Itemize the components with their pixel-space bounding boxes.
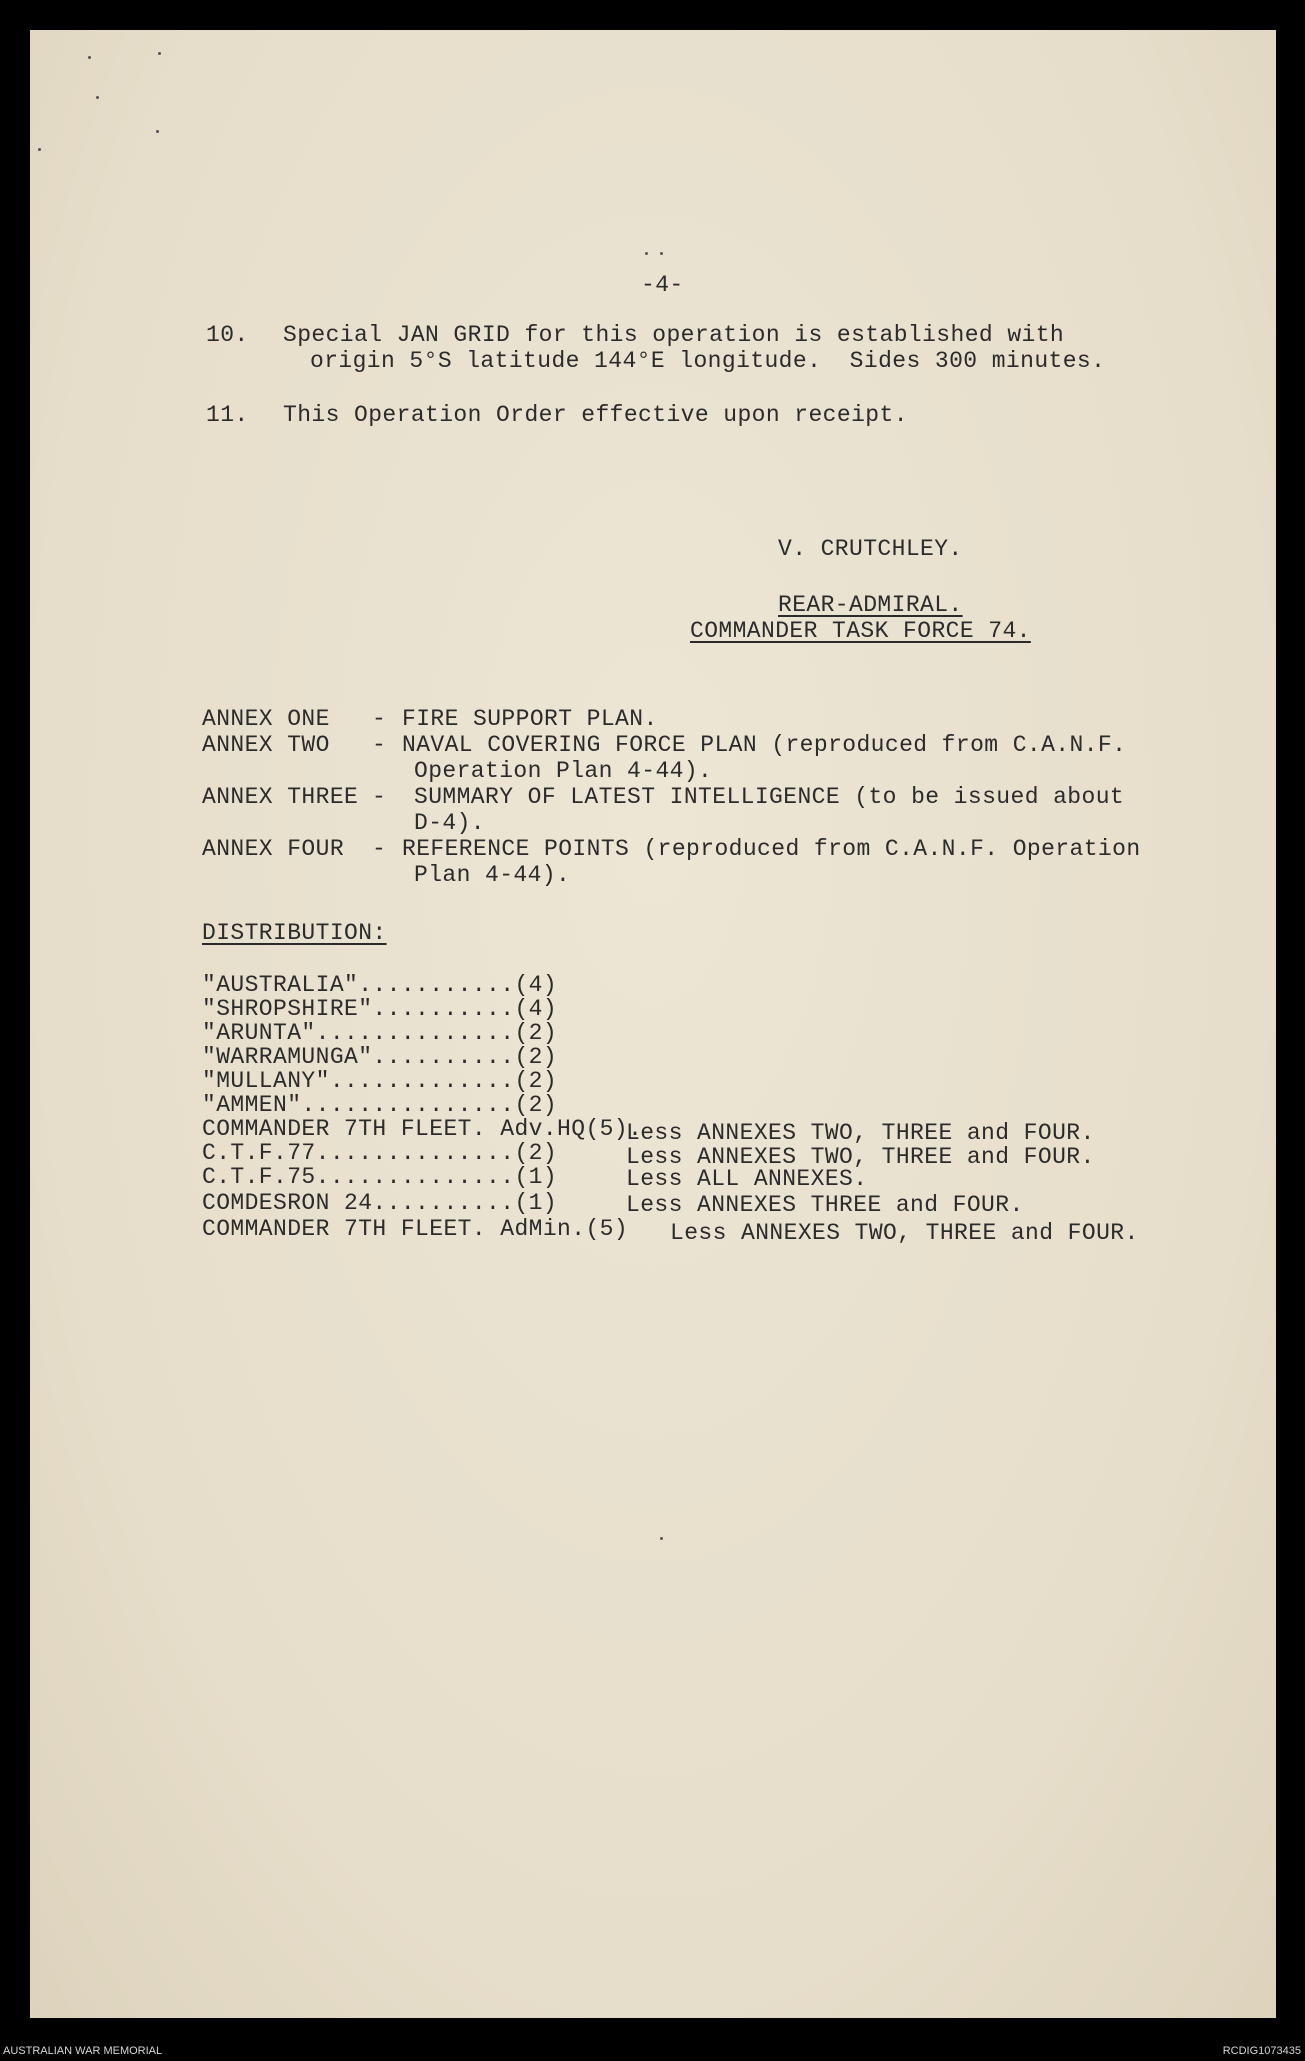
speck-mark — [660, 1537, 663, 1540]
paragraph-number: 10. — [206, 322, 249, 348]
annex-text: Operation Plan 4-44). — [414, 758, 713, 784]
annex-text: D-4). — [414, 810, 486, 836]
annex-text: NAVAL COVERING FORCE PLAN (reproduced from C.A.N.F. — [402, 732, 1127, 758]
paragraph-text: This Operation Order effective upon receipt. — [283, 402, 908, 428]
annex-label: ANNEX ONE — [202, 706, 330, 732]
distribution-note: Less ANNEXES THREE and FOUR. — [626, 1192, 1024, 1218]
distribution-entry: "AMMEN"...............(2) — [202, 1092, 558, 1118]
distribution-heading: DISTRIBUTION: — [202, 920, 387, 946]
distribution-entry: COMMANDER 7TH FLEET. Adv.HQ(5). — [202, 1116, 643, 1142]
annex-text: FIRE SUPPORT PLAN. — [402, 706, 658, 732]
annex-dash: - — [372, 732, 387, 758]
distribution-entry: "SHROPSHIRE"..........(4) — [202, 996, 558, 1022]
distribution-entry: "WARRAMUNGA"..........(2) — [202, 1044, 558, 1070]
annex-text: REFERENCE POINTS (reproduced from C.A.N.F. Operation — [402, 836, 1141, 862]
distribution-note: Less ANNEXES TWO, THREE and FOUR. — [626, 1120, 1095, 1146]
annex-label: ANNEX THREE — [202, 784, 359, 810]
distribution-entry: C.T.F.75..............(1) — [202, 1164, 558, 1190]
signature-name: V. CRUTCHLEY. — [778, 536, 963, 562]
speck-mark — [88, 56, 91, 59]
footer-institution: AUSTRALIAN WAR MEMORIAL — [3, 2045, 163, 2057]
distribution-note: Less ANNEXES TWO, THREE and FOUR. — [626, 1144, 1095, 1170]
annex-dash: - — [372, 706, 387, 732]
distribution-note: Less ALL ANNEXES. — [626, 1166, 868, 1192]
speck-mark — [96, 96, 99, 99]
annex-text: SUMMARY OF LATEST INTELLIGENCE (to be issued about — [414, 784, 1125, 810]
paragraph-text: Special JAN GRID for this operation is established with — [283, 322, 1065, 348]
distribution-entry: C.T.F.77..............(2) — [202, 1140, 558, 1166]
annex-text: Plan 4-44). — [414, 862, 571, 888]
page-number: -4- — [641, 272, 684, 298]
distribution-entry: COMMANDER 7TH FLEET. AdMin.(5) — [202, 1216, 629, 1242]
distribution-entry: "AUSTRALIA"...........(4) — [202, 972, 558, 998]
speck-mark — [156, 130, 159, 133]
speck-mark — [660, 252, 663, 255]
signature-rank: REAR-ADMIRAL. — [778, 592, 963, 618]
annex-dash: - — [372, 784, 387, 810]
speck-mark — [158, 52, 161, 55]
document-page — [30, 30, 1276, 2018]
speck-mark — [38, 148, 41, 151]
distribution-note: Less ANNEXES TWO, THREE and FOUR. — [670, 1220, 1139, 1246]
annex-dash: - — [372, 836, 387, 862]
annex-label: ANNEX FOUR — [202, 836, 345, 862]
paragraph-text: origin 5°S latitude 144°E longitude. Sides 300 minutes. — [310, 348, 1106, 374]
distribution-entry: "ARUNTA"..............(2) — [202, 1020, 558, 1046]
signature-title: COMMANDER TASK FORCE 74. — [690, 618, 1031, 644]
archive-footer — [0, 2042, 1305, 2061]
speck-mark — [645, 252, 648, 255]
distribution-entry: "MULLANY".............(2) — [202, 1068, 558, 1094]
paragraph-number: 11. — [206, 402, 249, 428]
distribution-entry: COMDESRON 24..........(1) — [202, 1190, 558, 1216]
annex-label: ANNEX TWO — [202, 732, 330, 758]
footer-record-id: RCDIG1073435 — [1222, 2045, 1301, 2057]
